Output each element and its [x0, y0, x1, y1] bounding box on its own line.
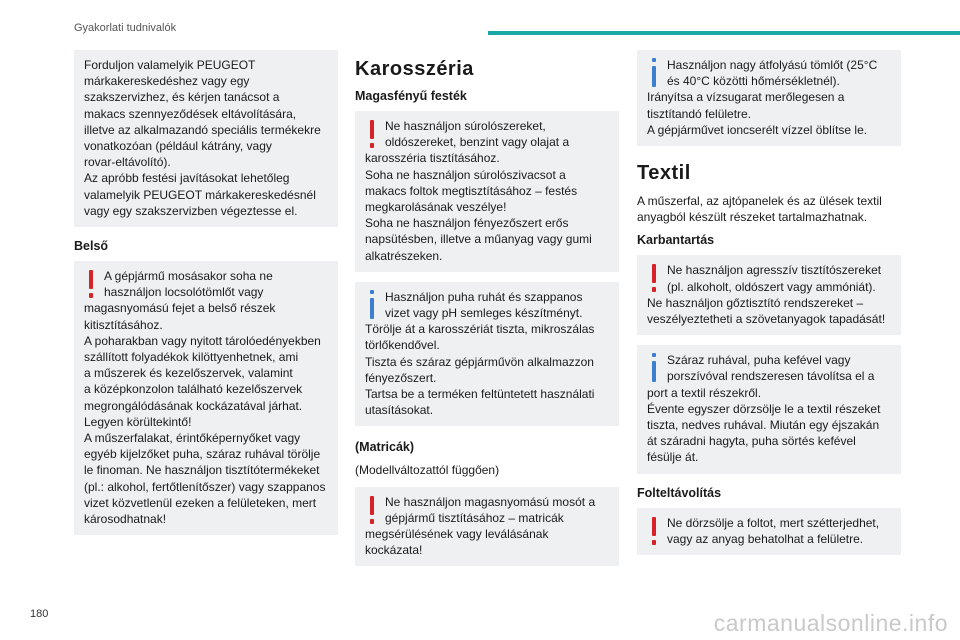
maintenance-info-text: Száraz ruhával, puha kefével vagy porszívóval rendszeresen távolítsa el a port a textil részekről. Évente egyszer dörzsölje le a textil részeket tiszta, nedves ruhával. Miután egy éjszakán át száradni hagyta, puha sörtés kefével fésülje át. — [647, 353, 881, 465]
maintenance-warning-text: Ne használjon agresszív tisztítószereket (pl. alkoholt, oldószert vagy ammóniát). Ne használjon gőztisztító rendszereket – veszélyeztetheti a szövetanyagok tapadását! — [647, 263, 886, 327]
stain-warning-box — [637, 508, 901, 555]
decals-heading: (Matricák) — [355, 440, 415, 455]
body-heading: Karosszéria — [355, 58, 474, 80]
column-middle — [355, 50, 619, 576]
header-accent-rule — [488, 31, 960, 35]
maintenance-info-box — [637, 345, 901, 473]
column-left — [74, 50, 338, 545]
running-header: Gyakorlati tudnivalók — [74, 22, 177, 34]
warning-icon — [84, 269, 98, 299]
interior-warning-text: A gépjármű mosásakor soha ne használjon locsolótömlőt vagy magasnyomású fejet a belső részek kitisztításához. A poharakban vagy nyitott tárolóedényekben szállított folyadékok kilöttyenhetnek, ami a műszerek és kezelőszervek, valamint a középkonzolon található kezelőszervek megrongálódásának kockázatával járhat. Legyen körültekintő! A műszerfalakat, érintőképernyőket vagy egyéb kijelzőket puha, száraz ruhával törölje le finoman. Ne használjon tisztítótermékeket (pl.: alkohol, fertőtlenítőszer) vagy szappanos vizet közvetlenül ezeken a felületeken, mert károsodhatnak! — [84, 269, 326, 527]
hose-info-text: Használjon nagy átfolyású tömlőt (25°C és 40°C közötti hőmérsékletnél). Irányítsa a vízsugarat merőlegesen a tisztítandó felületre. A gépjárművet ioncserélt vízzel öblítse le. — [647, 58, 878, 137]
textile-heading: Textil — [637, 162, 691, 185]
decals-note: (Modellváltozattól függően) — [355, 463, 500, 478]
paint-info-text: Használjon puha ruhát és szappanos vizet vagy pH semleges készítményt. Törölje át a karosszériát tiszta, mikroszálas törlőkendővel. Tiszta és száraz gépjárművön alkalmazzon fényezőszert. Tartsa be a terméken feltüntetett használati utasításokat. — [365, 289, 595, 418]
paint-heading: Magasfényű festék — [355, 89, 467, 103]
hose-info-box — [637, 50, 901, 146]
info-icon — [365, 290, 379, 320]
textile-intro: A műszerfal, az ajtópanelek és az ülések textil anyagból készült részeket tartalmazhatnak. — [637, 194, 882, 225]
warning-icon — [365, 495, 379, 525]
intro-note-box — [74, 50, 338, 227]
warning-icon — [647, 516, 661, 546]
column-right — [637, 50, 901, 565]
intro-note-text: Forduljon valamelyik PEUGEOT márkakereskedéshez vagy egy szakszervizhez, és kérjen tanácsot a makacs szennyeződések eltávolítására, illetve az alkalmazandó speciális termékekre vonatkozóan (például kátrány, vagy rovar-eltávolító). Az apróbb festési javításokat lehetőleg valamelyik PEUGEOT márkakereskedésnél vagy egy szakszervizben végeztesse el. — [84, 58, 321, 218]
interior-warning-box — [74, 261, 338, 535]
maintenance-warning-box — [637, 255, 901, 335]
warning-icon — [647, 263, 661, 293]
decals-warning-text: Ne használjon magasnyomású mosót a gépjármű tisztításához – matricák megsérülésének vagy leválásának kockázata! — [365, 494, 596, 558]
paint-warning-text: Ne használjon súrolószereket, oldószereket, benzint vagy olajat a karosszéria tisztításához. Soha ne használjon súrolószivacsot a makacs foltok megtisztításához – festés megkarolásának veszélye! Soha ne használjon fényezőszert erős napsütésben, illetve a műanyag vagy gumi alkatrészeken. — [365, 119, 592, 263]
warning-icon — [365, 119, 379, 149]
decals-warning-box — [355, 487, 619, 567]
stain-heading: Folteltávolítás — [637, 485, 722, 500]
stain-warning-text: Ne dörzsölje a foltot, mert szétterjedhet, vagy az anyag behatolhat a felületre. — [667, 515, 880, 546]
paint-info-box — [355, 282, 619, 427]
info-icon — [647, 353, 661, 383]
info-icon — [647, 58, 661, 88]
watermark: carmanualsonline.info — [713, 610, 948, 636]
page-number: 180 — [30, 608, 49, 620]
maintenance-heading: Karbantartás — [637, 233, 715, 248]
interior-heading: Belső — [74, 239, 109, 254]
paint-warning-box — [355, 111, 619, 272]
